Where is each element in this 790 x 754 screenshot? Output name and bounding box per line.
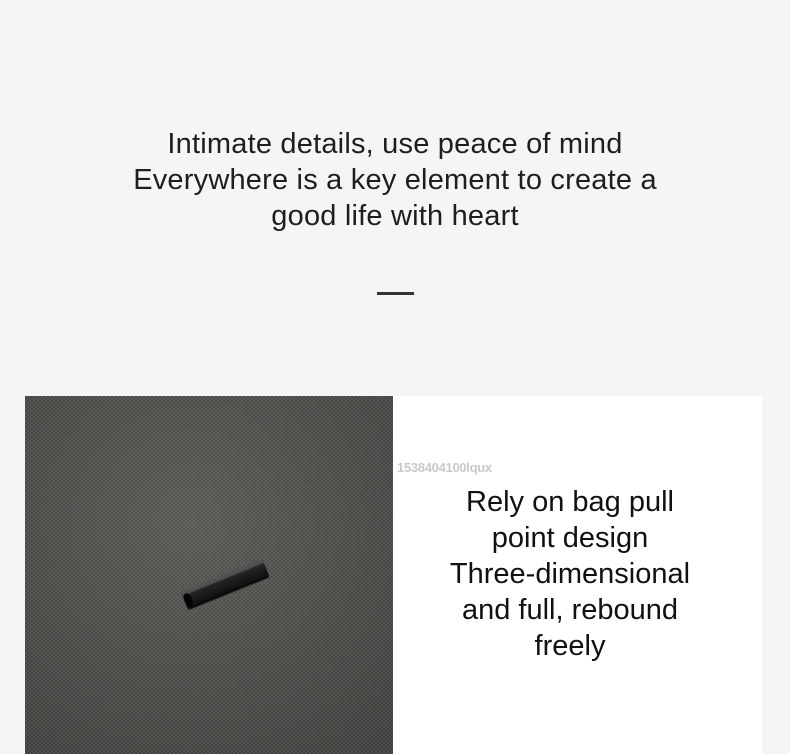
feature-panel [25, 396, 762, 754]
feature-line-2: point design [491, 522, 649, 554]
headline-line-3: good life with heart [271, 200, 519, 232]
feature-line-4: and full, rebound [461, 594, 679, 626]
fabric-closeup-image [25, 396, 393, 754]
feature-line-1: Rely on bag pull [466, 486, 674, 518]
feature-line-5: freely [534, 630, 606, 662]
feature-description [415, 484, 725, 664]
headline-line-1: Intimate details, use peace of mind [167, 128, 623, 160]
headline [0, 126, 790, 234]
watermark-text: 1538404100lqux [397, 460, 492, 475]
feature-line-3: Three-dimensional [449, 558, 691, 590]
headline-line-2: Everywhere is a key element to create a [133, 164, 657, 196]
section-divider [377, 292, 414, 295]
